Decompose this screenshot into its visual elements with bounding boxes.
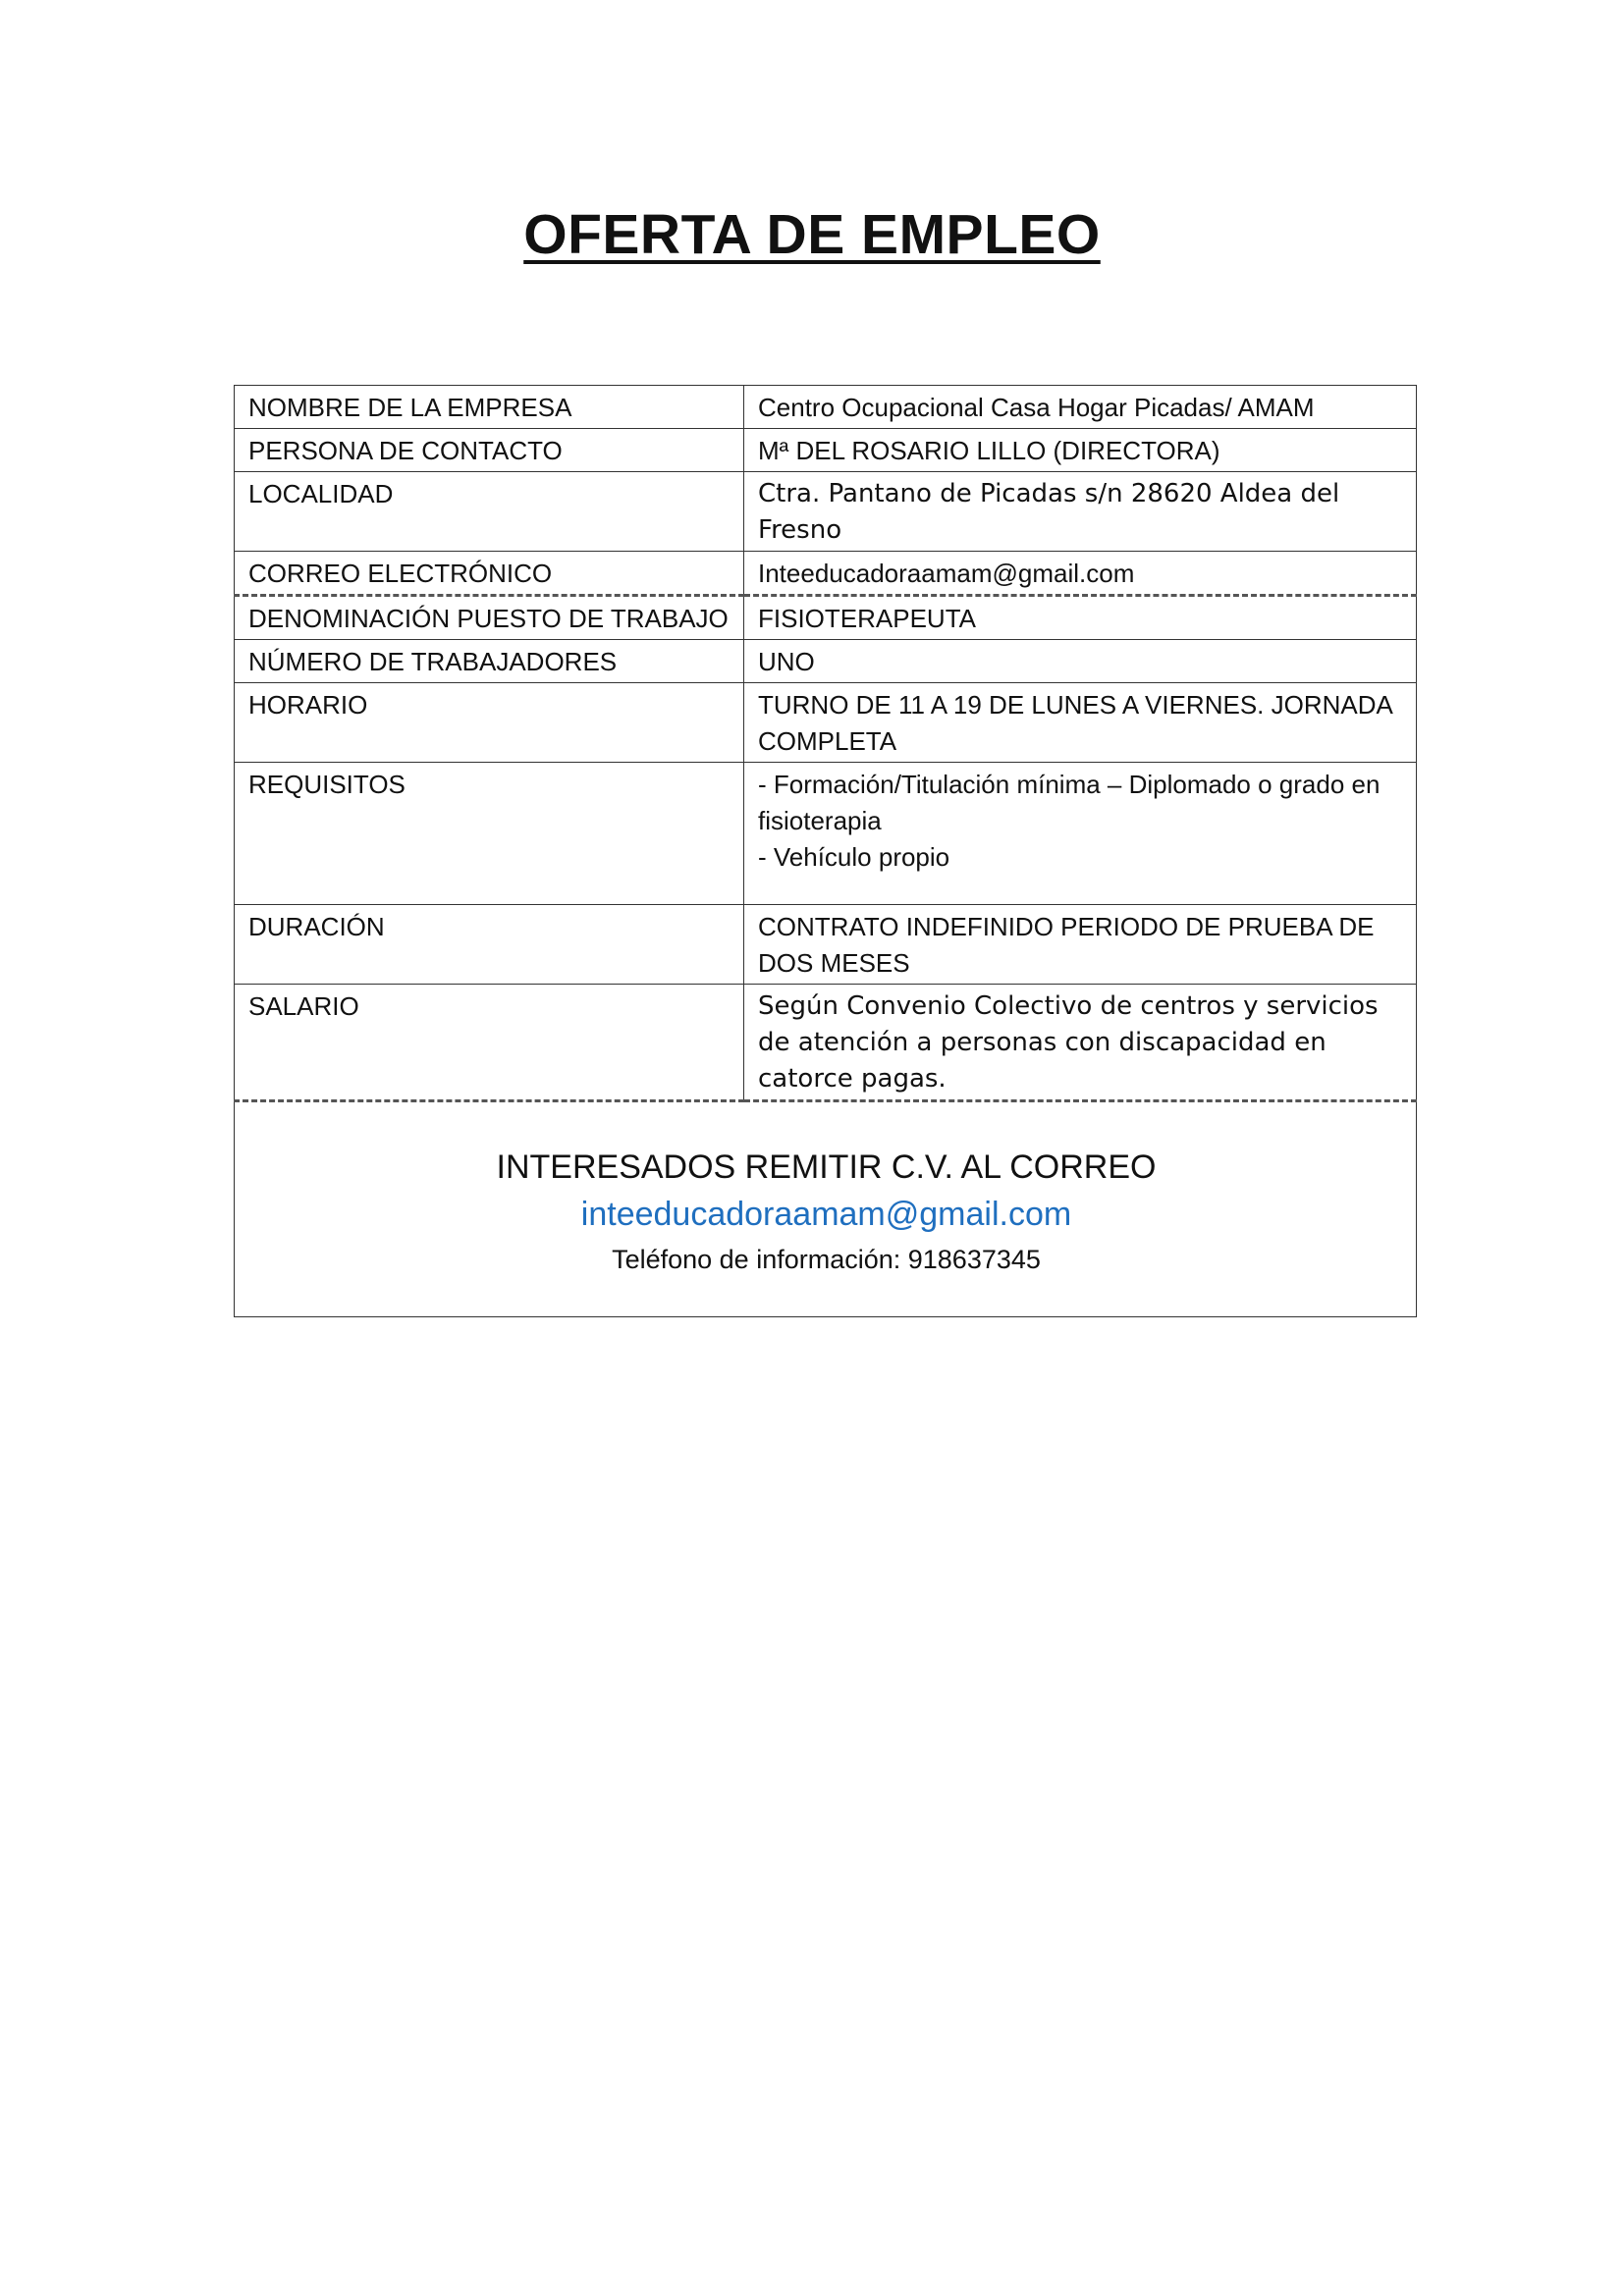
row-label: CORREO ELECTRÓNICO: [235, 552, 744, 596]
table-row-puesto: [235, 596, 1417, 640]
row-value: Inteeducadoraamam@gmail.com: [744, 552, 1417, 596]
requirement-item: - Vehículo propio: [758, 842, 950, 872]
table-row-salario: [235, 985, 1417, 1101]
row-value: FISIOTERAPEUTA: [744, 596, 1417, 640]
footer-email-link[interactable]: inteeducadoraamam@gmail.com: [580, 1196, 1072, 1233]
table-row-footer: [235, 1101, 1417, 1317]
page-title: OFERTA DE EMPLEO: [523, 203, 1101, 266]
table-row-trabajadores: [235, 640, 1417, 683]
row-value: TURNO DE 11 A 19 DE LUNES A VIERNES. JORNADA COMPLETA: [744, 683, 1417, 763]
table-row-contacto: [235, 429, 1417, 472]
row-label: NÚMERO DE TRABAJADORES: [235, 640, 744, 683]
footer-cell: [235, 1101, 1417, 1317]
row-label: REQUISITOS: [235, 763, 744, 905]
row-value: CONTRATO INDEFINIDO PERIODO DE PRUEBA DE DOS MESES: [744, 905, 1417, 985]
requirement-item: - Formación/Titulación mínima – Diplomado o grado en fisioterapia: [758, 770, 1380, 835]
row-label: DENOMINACIÓN PUESTO DE TRABAJO: [235, 596, 744, 640]
row-value: Mª DEL ROSARIO LILLO (DIRECTORA): [744, 429, 1417, 472]
row-label: DURACIÓN: [235, 905, 744, 985]
table-row-localidad: [235, 472, 1417, 552]
table-row-empresa: [235, 386, 1417, 429]
table-row-horario: [235, 683, 1417, 763]
row-value: Centro Ocupacional Casa Hogar Picadas/ AMAM: [744, 386, 1417, 429]
row-value: Ctra. Pantano de Picadas s/n 28620 Aldea del Fresno: [744, 472, 1417, 552]
row-label: PERSONA DE CONTACTO: [235, 429, 744, 472]
row-label: LOCALIDAD: [235, 472, 744, 552]
footer-heading: INTERESADOS REMITIR C.V. AL CORREO: [496, 1148, 1157, 1186]
row-label: SALARIO: [235, 985, 744, 1101]
table-row-duracion: [235, 905, 1417, 985]
row-value: Según Convenio Colectivo de centros y servicios de atención a personas con discapacidad en catorce pagas.: [744, 985, 1417, 1101]
table-row-requisitos: [235, 763, 1417, 905]
row-value: UNO: [744, 640, 1417, 683]
table-row-correo: [235, 552, 1417, 596]
job-offer-table: [234, 385, 1417, 1317]
row-label: NOMBRE DE LA EMPRESA: [235, 386, 744, 429]
row-value: [744, 763, 1417, 905]
row-label: HORARIO: [235, 683, 744, 763]
footer-phone: Teléfono de información: 918637345: [612, 1245, 1041, 1274]
